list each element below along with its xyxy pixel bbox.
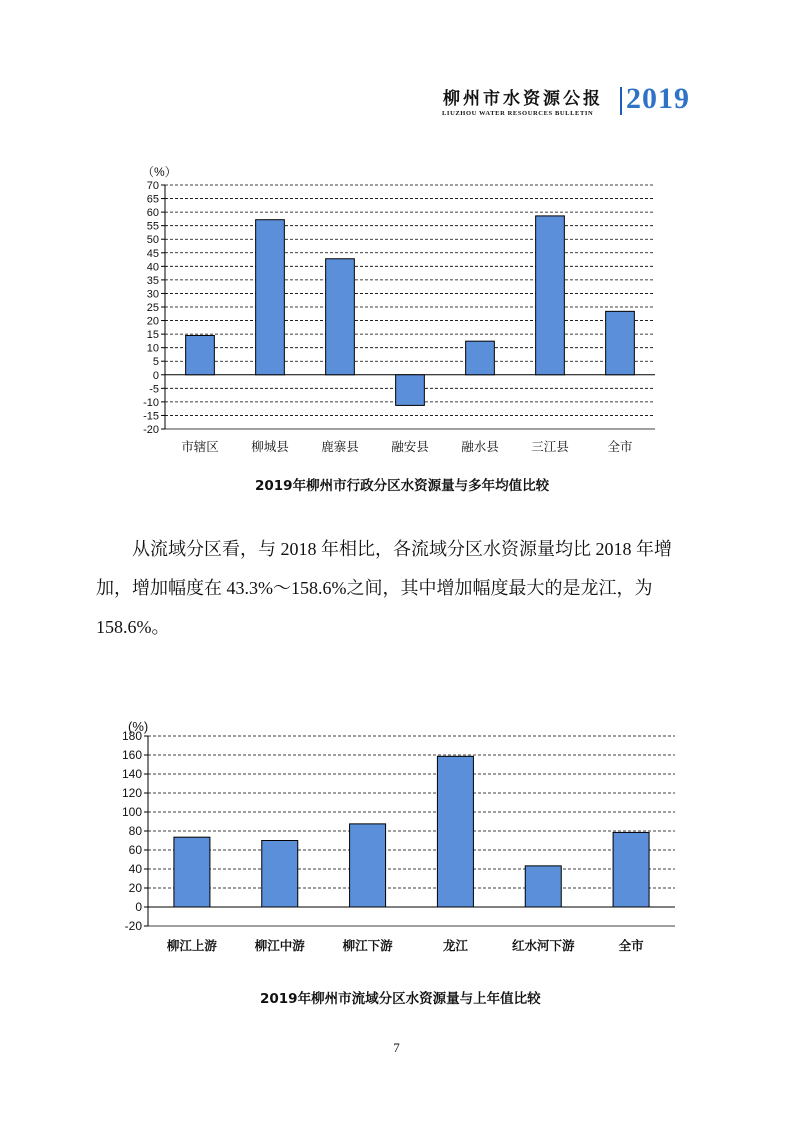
y-tick-label: 20 [128,881,142,895]
y-tick-label: -20 [143,424,159,436]
bar-7 [606,311,635,374]
category-label: 柳城县 [251,440,289,454]
y-tick-label: 45 [146,247,159,260]
bar-2 [256,220,285,375]
y-unit-label: (%) [128,719,149,734]
page-number: 7 [393,1040,400,1055]
paragraph-line-1: 从流域分区看，与 2018 年相比，各流域分区水资源量均比 2018 年增 [132,539,672,559]
bar-4 [437,756,473,907]
y-tick-label: 120 [121,786,142,800]
paragraph-line-3: 158.6%。 [96,617,170,637]
y-tick-label: 0 [152,369,159,382]
y-tick-label: 55 [146,220,159,233]
y-tick-label: 60 [146,207,159,220]
category-label: 柳江中游 [254,939,305,953]
bulletin-year: 2019 [626,82,690,115]
category-label: 融水县 [461,440,499,454]
bulletin-subtitle: LIUZHOU WATER RESOURCES BULLETIN [442,110,594,117]
y-tick-label: 65 [146,193,159,206]
bar-6 [536,216,565,375]
page-header [0,0,793,130]
category-label: 三江县 [531,440,569,454]
y-tick-label: 35 [146,274,159,287]
y-tick-label: 25 [146,302,159,314]
basin-region-chart-caption: 2019年柳州市流域分区水资源量与上年值比较 [260,991,541,1007]
y-tick-label: 160 [121,748,142,762]
category-label: 柳江上游 [166,939,217,953]
category-label: 柳江下游 [342,939,393,953]
y-tick-label: 100 [121,805,142,819]
bar-5 [466,341,495,375]
category-label: 全市 [618,939,644,953]
bar-3 [326,259,355,375]
bar-4 [396,375,425,406]
bar-3 [350,824,386,907]
y-tick-label: 40 [128,862,142,876]
y-tick-label: 80 [128,824,142,838]
y-unit-label: （%） [142,165,177,179]
category-label: 鹿寨县 [321,440,359,454]
category-label: 全市 [607,440,633,454]
y-tick-label: 15 [146,329,159,342]
y-tick-label: 50 [146,234,159,247]
y-tick-label: -5 [149,383,159,396]
bulletin-title: 柳州市水资源公报 [443,89,603,109]
bar-1 [186,335,215,374]
basin-region-chart [100,712,700,962]
y-tick-label: 60 [128,843,142,857]
category-label: 龙江 [442,939,468,953]
y-tick-label: 5 [152,356,159,369]
bar-2 [262,841,298,908]
category-label: 融安县 [391,440,429,454]
y-tick-label: 40 [146,261,159,274]
y-tick-label: 20 [146,315,159,328]
y-tick-label: -20 [124,919,142,933]
y-tick-label: -15 [143,410,159,423]
y-tick-label: 140 [121,767,142,781]
header-divider [620,87,622,115]
y-tick-label: 30 [146,288,159,301]
admin-region-chart-caption: 2019年柳州市行政分区水资源量与多年均值比较 [255,478,550,494]
body-paragraph [96,530,706,647]
category-label: 红水河下游 [511,939,575,953]
y-tick-label: 70 [146,180,159,192]
paragraph-line-2: 加，增加幅度在 43.3%～158.6%之间，其中增加幅度最大的是龙江，为 [96,578,653,598]
category-label: 市辖区 [181,440,219,454]
y-tick-label: 10 [146,342,159,355]
bar-6 [613,832,649,907]
y-tick-label: 0 [135,900,142,914]
y-tick-label: 180 [121,729,142,743]
y-tick-label: -10 [143,396,159,409]
admin-region-chart [120,160,680,460]
bar-5 [525,866,561,907]
bar-1 [174,837,210,907]
